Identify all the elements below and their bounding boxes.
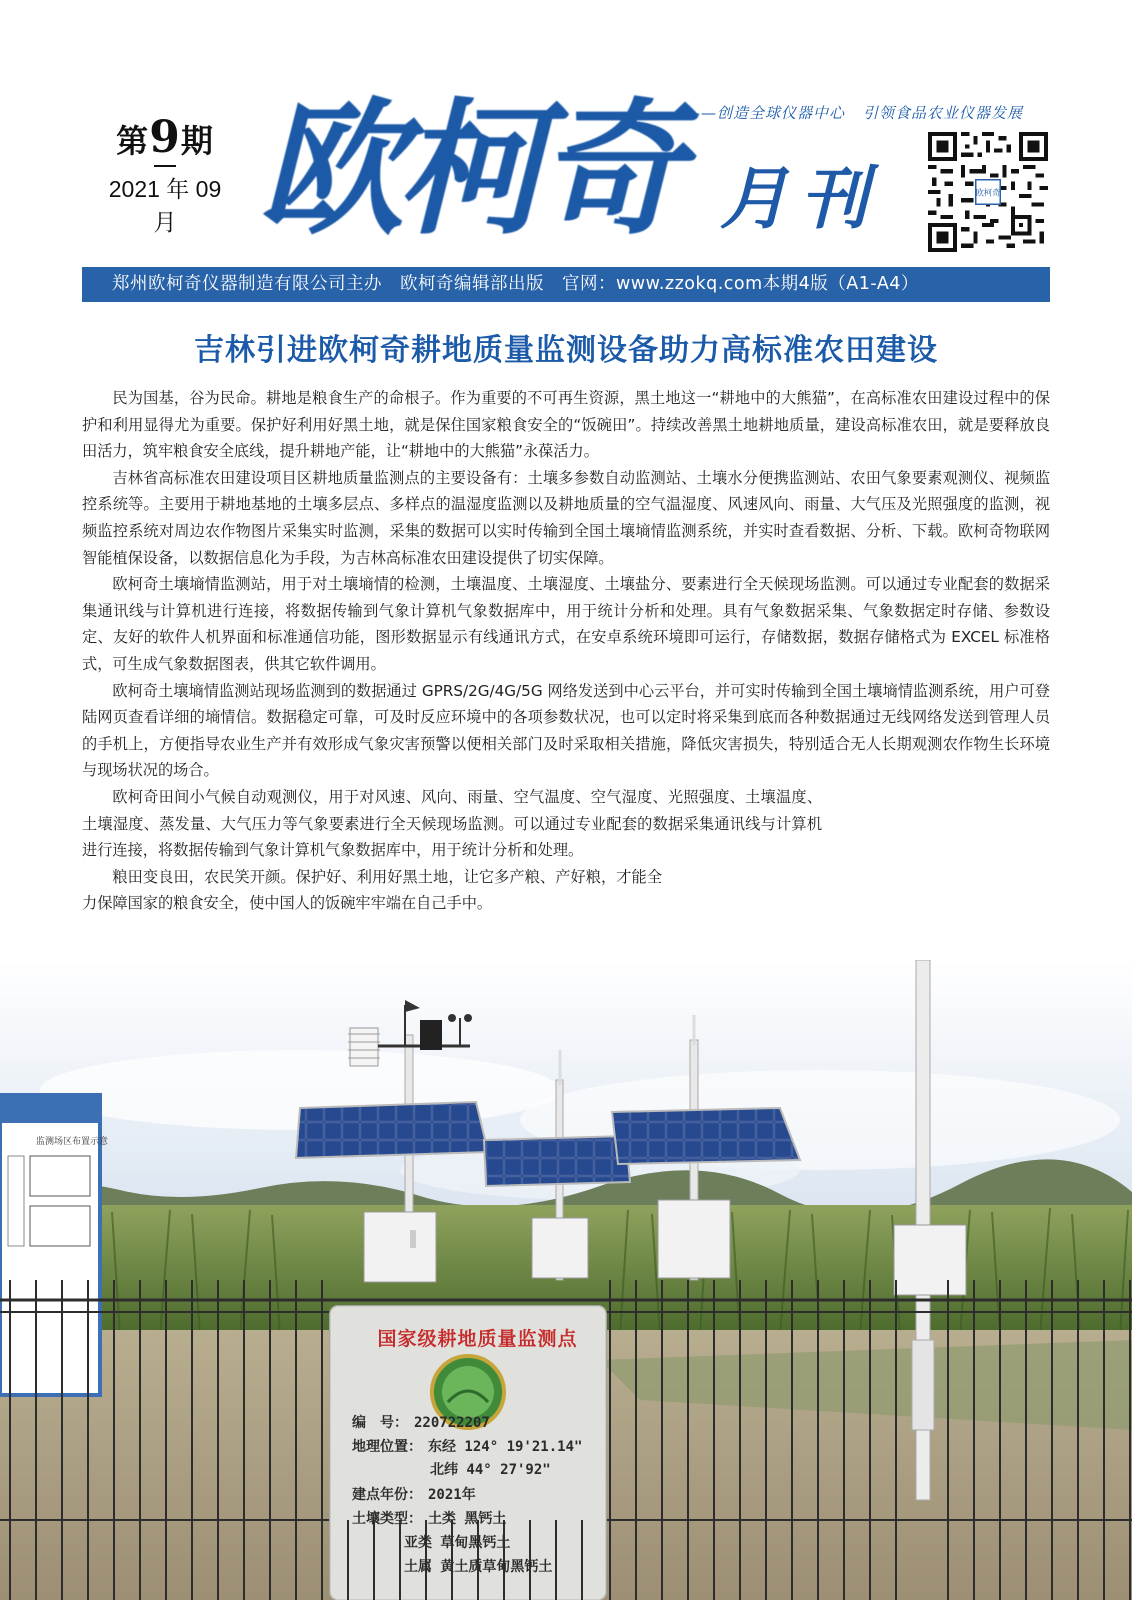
info-board	[0, 1095, 108, 1395]
stone-row: 土属 黄土质草甸黑钙土	[404, 1559, 553, 1575]
article-paragraph: 民为国基，谷为民命。耕地是粮食生产的命根子。作为重要的不可再生资源，黑土地这一“耕地中的大熊猫”，在高标准农田建设过程中的保护和利用显得尤为重要。保护好利用好黑土地，就是保住国家粮食安全的“饭碗田”。持续改善黑土地耕地质量，建设高标准农田，就是要释放良田活力，筑牢粮食安全底线，提升耕地产能，让“耕地中的大熊猫”永葆活力。	[82, 389, 1050, 461]
stone-row: 亚类 草甸黑钙土	[404, 1535, 511, 1551]
board-title: 监测场区布置示意	[36, 1137, 109, 1147]
slogan: ——创造全球仪器中心 引领食品农业仪器发展	[685, 104, 1024, 122]
qr-code[interactable]	[928, 132, 1048, 252]
article-headline: 吉林引进欧柯奇耕地质量监测设备助力高标准农田建设	[194, 333, 938, 368]
stone-row: 地理位置： 东经 124° 19'21.14"	[352, 1439, 583, 1455]
stone-row: 编 号： 220722207	[352, 1415, 490, 1431]
field-station-photo	[0, 960, 1132, 1600]
qr-logo-label: 欧柯奇	[975, 187, 1001, 198]
article-paragraph: 粮田变良田，农民笑开颜。保护好、利用好黑土地，让它多产粮、产好粮，才能全力保障国家的粮食安全，使中国人的饭碗牢牢端在自己手中。	[82, 867, 662, 913]
stone-title: 国家级耕地质量监测点	[377, 1328, 578, 1350]
article-paragraph: 欧柯奇田间小气候自动观测仪，用于对风速、风向、雨量、空气温度、空气湿度、光照强度、土壤温度、土壤湿度、蒸发量、大气压力等气象要素进行全天候现场监测。可以通过专业配套的数据采集通讯线与计算机进行连接，将数据传输到气象计算机气象数据库中，用于统计分析和处理。	[82, 787, 822, 860]
article-paragraph: 欧柯奇土壤墒情监测站，用于对土壤墒情的检测，土壤温度、土壤湿度、土壤盐分、要素进行全天候现场监测。可以通过专业配套的数据采集通讯线与计算机进行连接，将数据传输到气象计算机气象数据库中，用于统计分析和处理。具有气象数据采集、气象数据定时存储、参数设定、友好的软件人机界面和标准通信功能，图形数据显示有线通讯方式，在安卓系统环境即可运行，存储数据，数据存储格式为 EXCEL 标准格式，可生成气象数据图表，供其它软件调用。	[82, 575, 1050, 673]
magazine-logo	[258, 70, 898, 270]
publisher-banner: 郑州欧柯奇仪器制造有限公司主办 欧柯奇编辑部出版 官网：www.zzokq.com本期4版（A1-A4）	[82, 267, 1050, 302]
stone-row: 北纬 44° 27'92"	[430, 1462, 551, 1478]
issue-divider	[154, 165, 176, 167]
issue-block	[100, 112, 230, 237]
article-paragraph: 欧柯奇土壤墒情监测站现场监测到的数据通过 GPRS/2G/4G/5G 网络发送到中心云平台，并可实时传输到全国土壤墒情监测系统，用户可登陆网页查看详细的墒情信。数据稳定可靠，可及时反应环境中的各项参数状况，也可以定时将采集到底而各种数据通过无线网络发送到管理人员的手机上，方便指导农业生产并有效形成气象灾害预警以便相关部门及时采取相关措施，降低灾害损失，特别适合无人长期观测农作物生长环境与现场状况的场合。	[82, 681, 1050, 780]
logo-sub-text: 月刊	[720, 159, 881, 239]
issue-date: 2021 年 09月	[108, 176, 222, 235]
article-body	[82, 385, 1050, 917]
article-paragraph: 吉林省高标准农田建设项目区耕地质量监测点的主要设备有：土壤多参数自动监测站、土壤水分便携监测站、农田气象要素观测仪、视频监控系统等。主要用于耕地基地的土壤多层点、多样点的温湿度监测以及耕地质量的空气温湿度、风速风向、雨量、大气压及光照强度的监测，视频监控系统对周边农作物图片采集实时监测，采集的数据可以实时传输到全国土壤墒情监测系统，并实时查看数据、分析、下载。欧柯奇物联网智能植保设备，以数据信息化为手段，为吉林高标准农田建设提供了切实保障。	[82, 468, 1050, 567]
logo-main-text: 欧柯奇	[258, 84, 678, 255]
stone-row: 土壤类型： 土类 黑钙土	[352, 1511, 507, 1527]
issue-number: 第9期	[116, 112, 214, 163]
stone-row: 建点年份： 2021年	[352, 1487, 476, 1503]
